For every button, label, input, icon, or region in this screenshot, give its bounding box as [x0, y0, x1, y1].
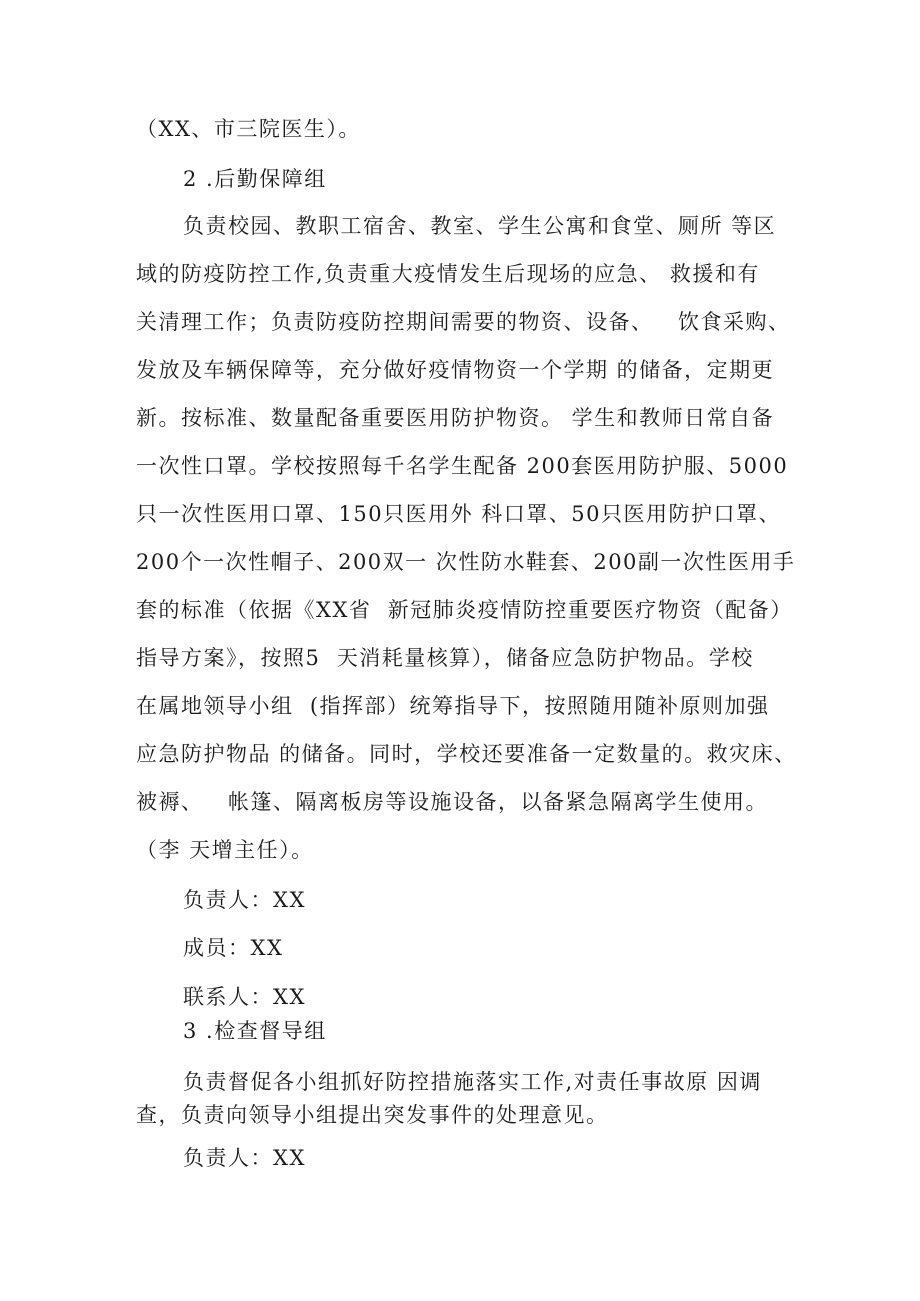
contact-person-line: 联系人：XX [183, 985, 306, 1009]
text-line: （XX、市三院医生）。 [136, 117, 361, 141]
paragraph-line: 域的防疫防控工作,负责重大疫情发生后现场的应急、 救援和有 [136, 262, 760, 286]
paragraph-line: 应急防护物品 的储备。同时，学校还要准备一定数量的。救灾床、 [136, 742, 797, 766]
paragraph-line: 套的标准（依据《XX省 新冠肺炎疫情防控重要医疗物资（配备） [136, 598, 793, 622]
paragraph-line: 指导方案》，按照5 天消耗量核算），储备应急防护物品。学校 [136, 646, 754, 670]
section-heading-logistics: 2 .后勤保障组 [183, 167, 327, 191]
paragraph-line: 发放及车辆保障等，充分做好疫情物资一个学期 的储备，定期更 [136, 358, 775, 382]
paragraph-line: 负责督促各小组抓好防控措施落实工作,对责任事故原 因调 [183, 1070, 762, 1094]
members-line: 成员：XX [183, 936, 284, 960]
paragraph-line: 负责校园、教职工宿舍、教室、学生公寓和食堂、厕所 等区 [183, 214, 777, 238]
paragraph-line: 一次性口罩。学校按照每千名学生配备 200套医用防护服、5000 [136, 454, 789, 478]
paragraph-line: 在属地领导小组 (指挥部）统筹指导下，按照随用随补原则加强 [136, 694, 770, 718]
paragraph-line: 关清理工作；负责防疫防控期间需要的物资、设备、 饮食采购、 [136, 310, 791, 334]
responsible-person-line: 负责人：XX [183, 888, 306, 912]
responsible-person-line: 负责人：XX [183, 1146, 306, 1170]
paragraph-line: 查，负责向领导小组提出突发事件的处理意见。 [136, 1103, 609, 1127]
paragraph-line: 被褥、 帐篷、隔离板房等设施设备，以备紧急隔离学生使用。 [136, 790, 769, 814]
paragraph-line: 新。按标准、数量配备重要医用防护物资。 学生和教师日常自备 [136, 406, 775, 430]
paragraph-line: 只一次性医用口罩、150只医用外 科口罩、50只医用防护口罩、 [136, 502, 781, 526]
section-heading-inspection: 3 .检查督导组 [183, 1019, 327, 1043]
paragraph-line: 200个一次性帽子、200双一 次性防水鞋套、200副一次性医用手 [136, 550, 796, 574]
paragraph-line: （李 天增主任）。 [136, 838, 314, 862]
